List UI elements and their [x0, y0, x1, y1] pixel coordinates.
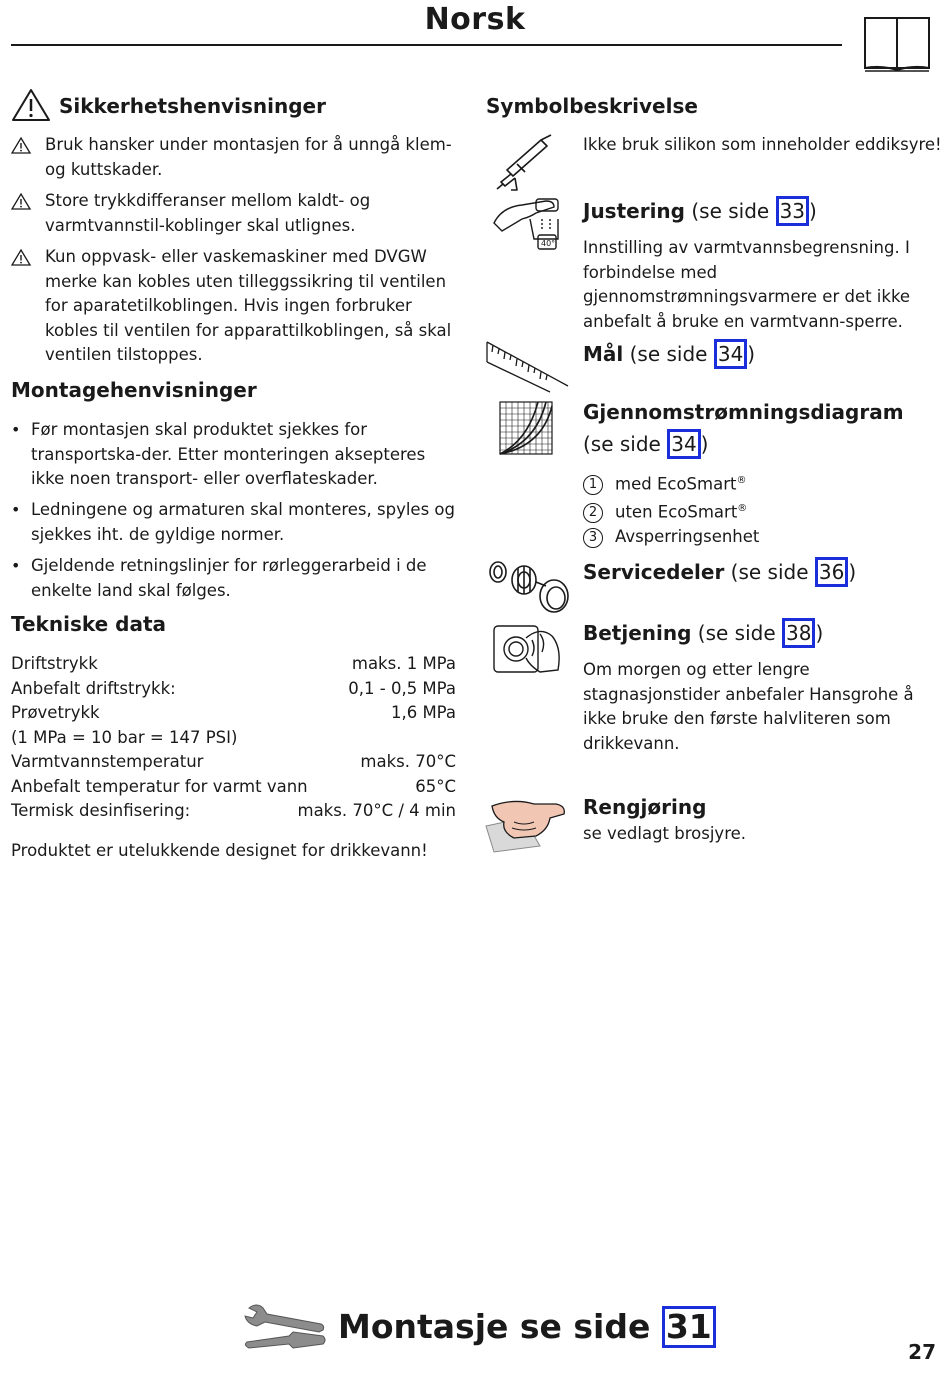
tech-row — [11, 799, 456, 824]
legend-number: 3 — [583, 528, 603, 548]
legend-item — [583, 497, 759, 525]
warning-icon — [11, 193, 31, 218]
icon-temperature-glyph: 40° — [541, 239, 556, 248]
footer-page-link[interactable]: 31 — [662, 1306, 716, 1348]
operation-page-link[interactable]: 38 — [782, 618, 815, 648]
mounting-item-text: Før montasjen skal produktet sjekkes for transportska-der. Etter monteringen aksepteres ikke noen transport- eller overflateskader. — [31, 420, 426, 488]
technical-heading: Tekniske data — [11, 612, 167, 636]
footer-mounting — [338, 1306, 716, 1348]
symbols-heading: Symbolbeskrivelse — [486, 94, 698, 118]
flow-page-ref — [583, 429, 708, 459]
hand-knob-icon — [492, 618, 564, 680]
silicone-note: Ikke bruk silikon som inneholder eddiksyre! — [583, 135, 942, 154]
safety-heading: Sikkerhetshenvisninger — [59, 94, 326, 118]
adjustment-page-link[interactable]: 33 — [776, 196, 809, 226]
tech-row — [11, 701, 456, 726]
drinking-water-note: Produktet er utelukkende designet for drikkevann! — [11, 841, 428, 860]
safety-item — [11, 189, 461, 238]
page-number: 27 — [908, 1340, 936, 1364]
tech-row — [11, 775, 456, 800]
flow-title: Gjennomstrømningsdiagram — [583, 400, 904, 424]
tech-label: Termisk desinfisering: — [11, 801, 191, 820]
see-page-prefix: (se side — [583, 432, 668, 456]
book-icon — [864, 17, 930, 77]
service-page-link[interactable]: 36 — [815, 557, 848, 587]
mounting-item-text: Gjeldende retningslinjer for rørleggerarbeid i de enkelte land skal følges. — [31, 556, 427, 600]
adjustment-text: Innstilling av varmtvannsbegrensning. I forbindelse med gjennomstrømningsvarmere er det ikke anbefalt å bruke en varmtvann-sperre. — [583, 238, 911, 331]
see-page-prefix: (se side — [629, 342, 714, 366]
dimensions-title: Mål — [583, 342, 624, 366]
tech-value: maks. 1 MPa — [351, 654, 456, 673]
warning-icon — [11, 137, 31, 162]
service-heading — [583, 557, 856, 587]
tech-row — [11, 652, 456, 677]
legend-label: uten EcoSmart — [615, 502, 738, 522]
tech-row — [11, 750, 456, 775]
legend-number: 2 — [583, 503, 603, 523]
warning-large-icon — [11, 88, 51, 126]
safety-item-text: Store trykkdifferanser mellom kaldt- og varmtvannstil-koblinger skal utlignes. — [45, 191, 371, 235]
legend-item — [583, 469, 759, 497]
see-page-prefix: (se side — [730, 560, 815, 584]
safety-item — [11, 245, 461, 368]
tech-label: Anbefalt driftstrykk: — [11, 679, 176, 698]
service-title: Servicedeler — [583, 560, 725, 584]
see-page-suffix: ) — [700, 432, 709, 456]
tech-label: Varmtvannstemperatur — [11, 752, 204, 771]
flow-legend — [583, 469, 759, 550]
tech-value: 0,1 - 0,5 MPa — [348, 679, 456, 698]
service-parts-icon — [488, 556, 572, 618]
mounting-item — [11, 554, 461, 603]
flow-page-link[interactable]: 34 — [667, 429, 700, 459]
safety-item-text: Bruk hansker under montasjen for å unngå klem- og kuttskader. — [45, 135, 452, 179]
ruler-icon — [486, 340, 570, 396]
hand-cloth-icon — [484, 796, 570, 858]
registered-mark: ® — [736, 475, 747, 486]
operation-text: Om morgen og etter lengre stagnasjonstider anbefaler Hansgrohe å ikke bruke den første halvliteren som drikkevann. — [583, 660, 914, 753]
title-rule — [11, 44, 842, 46]
legend-number: 1 — [583, 475, 603, 495]
tech-row — [11, 677, 456, 702]
warning-icon — [11, 249, 31, 274]
tech-label: Driftstrykk — [11, 654, 98, 673]
adjustment-heading — [583, 196, 817, 226]
see-page-suffix: ) — [848, 560, 857, 584]
silicone-gun-icon — [495, 134, 557, 196]
operation-heading — [583, 618, 823, 648]
dimensions-page-link[interactable]: 34 — [714, 339, 747, 369]
see-page-prefix: (se side — [697, 621, 783, 645]
footer-label: Montasje se side — [338, 1307, 662, 1346]
see-page-suffix: ) — [747, 342, 756, 366]
see-page-prefix: (se side — [691, 199, 776, 223]
adjustment-title: Justering — [583, 199, 685, 223]
flow-heading — [583, 400, 904, 424]
see-page-suffix: ) — [815, 621, 824, 645]
operation-title: Betjening — [583, 621, 692, 645]
mounting-item — [11, 498, 461, 547]
cleaning-heading — [583, 795, 706, 819]
cleaning-text: se vedlagt brosjyre. — [583, 824, 747, 843]
mounting-item-text: Ledningene og armaturen skal monteres, spyles og sjekkes iht. de gyldige normer. — [31, 500, 455, 544]
bullet-icon: • — [11, 556, 21, 575]
bullet-icon: • — [11, 500, 21, 519]
page-title: Norsk — [424, 2, 526, 37]
safety-item — [11, 133, 461, 182]
tech-value: 65°C — [415, 777, 456, 796]
safety-item-text: Kun oppvask- eller vaskemaskiner med DVGW merke kan kobles uten tilleggssikring til ventilen for aparatetilkoblingen. Hvis ingen forbruker kobles til ventilen for apparattilkoblingen, så skal ventilen tilstoppes. — [45, 247, 452, 364]
bullet-icon: • — [11, 420, 21, 439]
tech-value: maks. 70°C — [360, 752, 456, 771]
mounting-item — [11, 418, 461, 492]
tech-label: (1 MPa = 10 bar = 147 PSI) — [11, 728, 238, 747]
legend-label: med EcoSmart — [615, 474, 737, 494]
mounting-heading: Montagehenvisninger — [11, 378, 257, 402]
legend-label: Avsperringsenhet — [615, 527, 760, 546]
dimensions-heading — [583, 339, 755, 369]
tech-label: Prøvetrykk — [11, 703, 100, 722]
thermostat-adjust-icon — [492, 195, 564, 261]
tech-label: Anbefalt temperatur for varmt vann — [11, 777, 308, 796]
tech-value: 1,6 MPa — [390, 703, 456, 722]
wrench-screwdriver-icon — [243, 1302, 327, 1360]
tech-value: maks. 70°C / 4 min — [297, 801, 456, 820]
flow-diagram-icon — [498, 400, 554, 460]
see-page-suffix: ) — [809, 199, 817, 223]
tech-row — [11, 726, 456, 751]
cleaning-title: Rengjøring — [583, 795, 707, 819]
legend-item — [583, 525, 759, 550]
registered-mark: ® — [737, 503, 748, 514]
